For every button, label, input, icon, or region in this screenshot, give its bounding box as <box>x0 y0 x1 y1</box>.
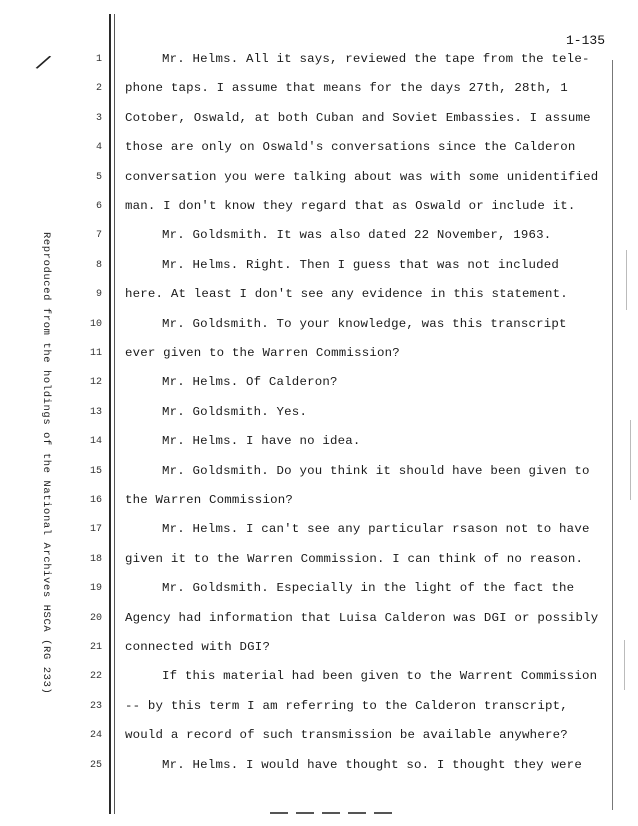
line-number: 2 <box>95 83 102 95</box>
line-number: 8 <box>95 259 102 271</box>
transcript-line: Mr. Helms. Right. Then I guess that was not included <box>162 257 560 272</box>
line-number: 3 <box>95 112 102 124</box>
transcript-line: Mr. Helms. I can't see any particular rsason not to have <box>162 522 590 537</box>
transcript-line: Mr. Helms. I would have thought so. I thought they were <box>162 757 582 772</box>
transcript-line: the Warren Commission? <box>125 493 293 507</box>
line-number: 17 <box>89 524 102 536</box>
transcript-line: ever given to the Warren Commission? <box>125 346 400 360</box>
line-number: 14 <box>89 436 102 448</box>
transcript-line: would a record of such transmission be available anywhere? <box>125 728 568 743</box>
line-number: 18 <box>89 553 102 565</box>
transcript-line: Mr. Helms. I have no idea. <box>162 434 361 449</box>
line-number: 16 <box>89 495 102 506</box>
line-number: 24 <box>89 730 102 742</box>
line-number: 21 <box>89 642 102 653</box>
line-number: 9 <box>95 289 102 301</box>
transcript-line: Mr. Goldsmith. Yes. <box>162 404 308 419</box>
archive-stamp: Reproduced from the holdings of the National Archives HSCA (RG 233) <box>40 232 52 695</box>
transcript-line: Agency had information that Luisa Calderon was DGI or possibly <box>125 610 599 625</box>
line-number: 25 <box>89 759 102 771</box>
transcript-line: here. At least I don't see any evidence in this statement. <box>125 287 568 302</box>
transcript-line: If this material had been given to the Warrent Commission <box>162 669 598 684</box>
transcript-line: those are only on Oswald's conversations since the Calderon <box>125 140 576 155</box>
left-margin-rule <box>109 14 111 814</box>
bottom-dash-mark <box>270 812 400 814</box>
line-number: 4 <box>95 142 102 154</box>
line-number: 6 <box>95 201 102 212</box>
transcript-line: Mr. Goldsmith. It was also dated 22 November, 1963. <box>162 228 552 243</box>
transcript-line: phone taps. I assume that means for the days 27th, 28th, 1 <box>125 81 568 96</box>
line-number: 19 <box>89 583 102 595</box>
transcript-line: -- by this term I am referring to the Calderon transcript, <box>125 698 568 713</box>
line-number: 23 <box>89 700 102 712</box>
line-number: 20 <box>89 612 102 624</box>
line-number: 13 <box>89 406 102 418</box>
line-number: 15 <box>89 465 102 477</box>
transcript-line: Mr. Helms. All it says, reviewed the tape from the tele- <box>162 52 590 66</box>
line-number: 7 <box>95 230 102 242</box>
transcript-line: given it to the Warren Commission. I can think of no reason. <box>125 551 584 566</box>
line-number: 22 <box>89 671 102 683</box>
transcript-line: connected with DGI? <box>125 640 271 654</box>
line-number: 11 <box>89 348 102 359</box>
transcript-line: conversation you were talking about was with some unidentified <box>125 169 599 184</box>
line-number: 5 <box>95 171 102 183</box>
transcript-line: Mr. Goldsmith. Especially in the light of the fact the <box>162 581 575 596</box>
transcript-line: Mr. Goldsmith. Do you think it should have been given to <box>162 463 590 478</box>
page-number: 1-135 <box>566 33 606 48</box>
line-number: 10 <box>89 318 102 330</box>
stray-pen-mark: / <box>32 50 54 79</box>
left-margin-rule-inner <box>114 14 115 814</box>
transcript-line: Mr. Goldsmith. To your knowledge, was this transcript <box>162 316 567 331</box>
line-number: 1 <box>95 54 102 65</box>
line-number: 12 <box>89 377 102 389</box>
right-margin-rule <box>612 60 613 810</box>
transcript-line: man. I don't know they regard that as Oswald or include it. <box>125 199 576 213</box>
transcript-line: Mr. Helms. Of Calderon? <box>162 375 338 390</box>
transcript-line: Cotober, Oswald, at both Cuban and Soviet Embassies. I assume <box>125 110 591 125</box>
